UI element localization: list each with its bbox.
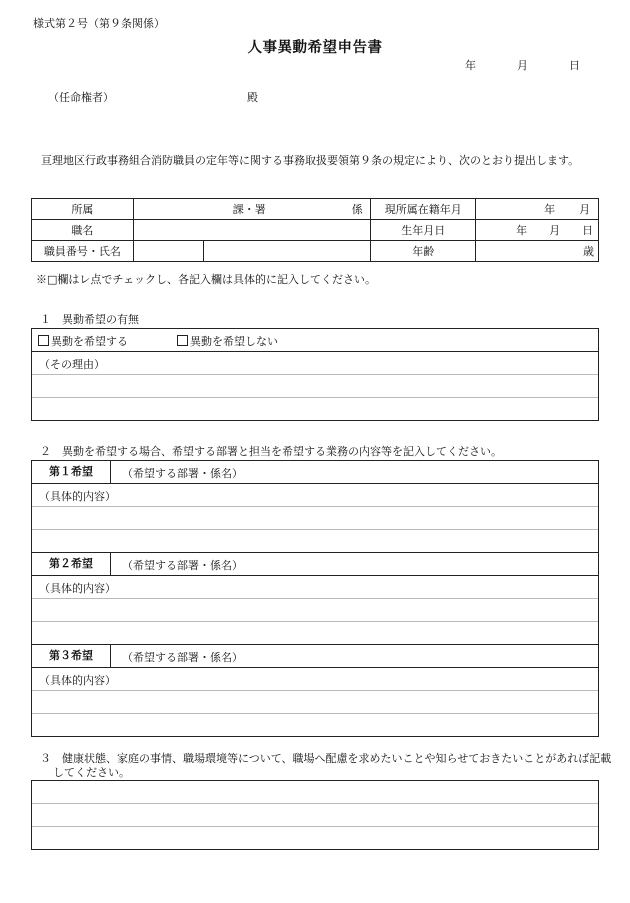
birth-year: 年	[516, 224, 528, 237]
document-title: 人事異動希望申告書	[247, 39, 383, 56]
wish-content-line[interactable]	[32, 622, 598, 645]
age-unit: 歳	[583, 245, 594, 258]
option-yes[interactable]	[38, 333, 128, 349]
section2-box	[31, 460, 599, 737]
section3-line[interactable]	[32, 804, 598, 827]
option-yes-label: 異動を希望する	[51, 335, 128, 348]
section3-box	[31, 780, 599, 850]
section1-box	[31, 328, 599, 421]
tenure-label: 現所属在籍年月	[371, 199, 476, 220]
wish-content-line[interactable]	[32, 714, 598, 736]
position-field[interactable]	[133, 220, 371, 241]
staff-label: 職員番号・氏名	[32, 241, 134, 262]
wish-label: 第３希望	[32, 645, 111, 667]
staff-name-field[interactable]	[203, 241, 371, 262]
wish-content-line[interactable]	[32, 691, 598, 714]
instruction-note: ※□欄はレ点でチェックし、各記入欄は具体的に記入してください。	[36, 273, 377, 286]
affiliation-label: 所属	[32, 199, 134, 220]
wish-content-line[interactable]	[32, 599, 598, 622]
age-label: 年齢	[371, 241, 476, 262]
wish-header	[32, 553, 598, 576]
appointer-label: （任命権者）	[48, 91, 114, 104]
date-year: 年	[465, 59, 476, 72]
wish-label: 第２希望	[32, 553, 111, 575]
honorific-dono: 殿	[247, 91, 258, 104]
date-month: 月	[517, 59, 528, 72]
section3-line[interactable]	[32, 781, 598, 804]
staff-number-field[interactable]	[133, 241, 203, 262]
applicant-info-table	[31, 198, 599, 262]
section1-heading: １ 異動希望の有無	[40, 313, 139, 326]
tenure-field[interactable]	[476, 199, 599, 220]
reason-row[interactable]	[32, 352, 598, 375]
table-row	[32, 199, 599, 220]
transfer-options-row	[32, 329, 598, 352]
section3-line[interactable]	[32, 827, 598, 849]
wish-dept-field[interactable]: （希望する部署・係名）	[122, 467, 243, 480]
tenure-month: 月	[579, 203, 591, 216]
section3-heading: ３ 健康状態、家庭の事情、職場環境等について、職場へ配慮を求めたいことや知らせておきたいことがあれば記載してください。	[40, 752, 612, 779]
wish-content-label: （具体的内容）	[39, 582, 116, 595]
option-no[interactable]	[177, 333, 278, 349]
ka-sho-label: 課・署	[232, 203, 266, 216]
form-number: 様式第２号（第９条関係）	[33, 17, 165, 30]
wish-content-row[interactable]	[32, 668, 598, 691]
kakari-label: 係	[351, 203, 363, 216]
option-no-label: 異動を希望しない	[190, 335, 278, 348]
reason-line[interactable]	[32, 375, 598, 398]
submission-date	[465, 57, 580, 73]
section2-heading: ２ 異動を希望する場合、希望する部署と担当を希望する業務の内容等を記入してください。	[40, 445, 502, 458]
position-label: 職名	[32, 220, 134, 241]
wish-content-row[interactable]	[32, 576, 598, 599]
birth-day: 日	[582, 224, 594, 237]
birth-month: 月	[549, 224, 561, 237]
age-field[interactable]	[476, 241, 599, 262]
reason-line[interactable]	[32, 398, 598, 420]
wish-header	[32, 645, 598, 668]
wish-dept-field[interactable]: （希望する部署・係名）	[122, 651, 243, 664]
reason-label: （その理由）	[39, 358, 105, 371]
table-row	[32, 241, 599, 262]
wish-content-label: （具体的内容）	[39, 674, 116, 687]
birthdate-label: 生年月日	[371, 220, 476, 241]
affiliation-field[interactable]	[133, 199, 371, 220]
wish-content-line[interactable]	[32, 530, 598, 553]
wish-dept-field[interactable]: （希望する部署・係名）	[122, 559, 243, 572]
tenure-year: 年	[544, 203, 556, 216]
checkbox-icon[interactable]	[177, 335, 188, 346]
wish-header	[32, 461, 598, 484]
checkbox-icon[interactable]	[38, 335, 49, 346]
intro-text: 亘理地区行政事務組合消防職員の定年等に関する事務取扱要領第９条の規定により、次のとおり提出します。	[41, 154, 580, 167]
table-row	[32, 220, 599, 241]
birthdate-field[interactable]	[476, 220, 599, 241]
wish-label: 第１希望	[32, 461, 111, 483]
wish-content-label: （具体的内容）	[39, 490, 116, 503]
date-day: 日	[569, 59, 580, 72]
wish-content-row[interactable]	[32, 484, 598, 507]
wish-content-line[interactable]	[32, 507, 598, 530]
